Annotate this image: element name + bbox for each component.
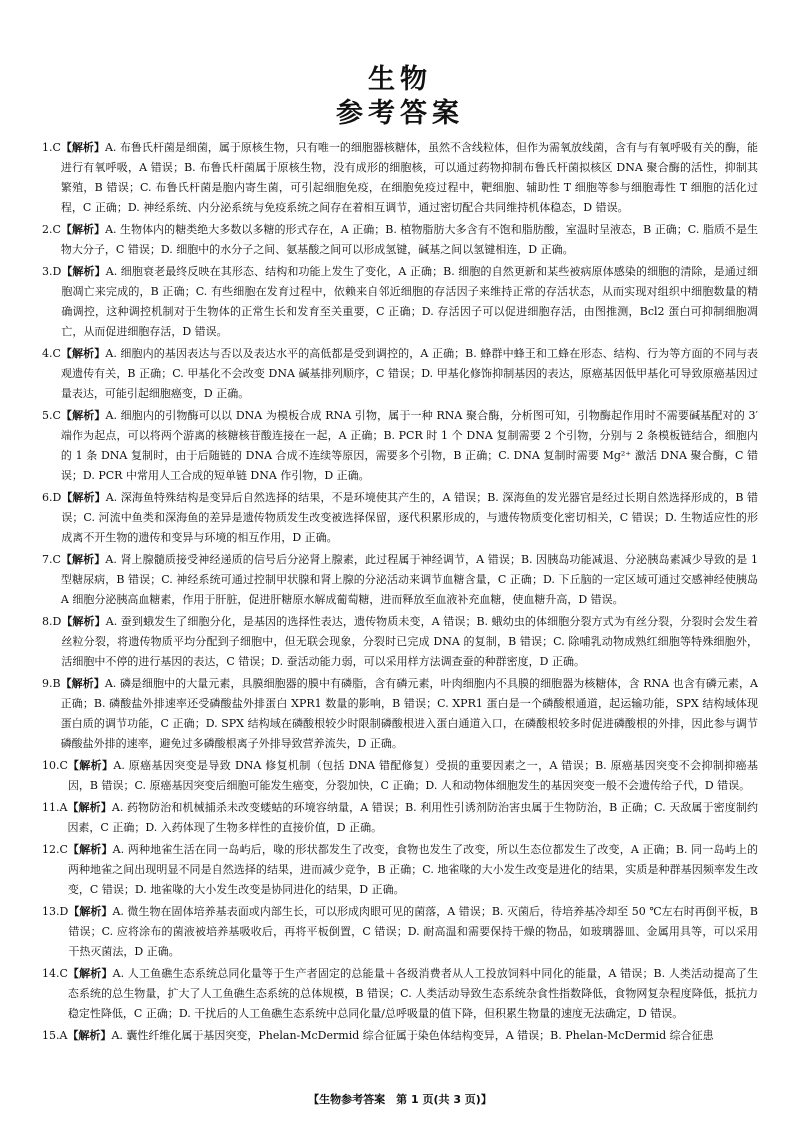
answer-item xyxy=(42,344,758,404)
answer-number: 10.C xyxy=(42,759,68,772)
analysis-text: A. 药物防治和机械捕杀未改变蝼蛄的环境容纳量，A 错误；B. 利用性引诱剂防治害虫属于生物防治，B 正确；C. 天敌属于密度制约因素，C 正确；D. 入药体现了生物多样性的直接价值，D 正确。 xyxy=(67,801,758,834)
answer-number: 5.C xyxy=(42,409,61,422)
analysis-tag: 【解析】 xyxy=(67,801,112,814)
analysis-text: A. 细胞内的基因表达与否以及表达水平的高低都是受到调控的，A 正确；B. 蜂群中蜂王和工蜂在形态、结构、行为等方面的不同与表观遗传有关，B 正确；C. 甲基化不会改变 DNA 碱基排列顺序，C 错误；D. 甲基化修饰抑制基因的表达，原癌基因低甲基化可导致原癌基因过量表达，可能引起细胞癌变，D 正确。 xyxy=(60,347,759,400)
answer-item xyxy=(42,550,758,610)
answer-number: 8.D xyxy=(42,615,62,628)
answer-number: 7.C xyxy=(42,553,61,566)
answer-number: 2.C xyxy=(42,223,61,236)
analysis-tag: 【解析】 xyxy=(68,905,113,918)
answer-text xyxy=(61,344,758,404)
analysis-text: A. 原癌基因突变是导致 DNA 修复机制（包括 DNA 错配修复）受损的重要因素之一，A 错误；B. 原癌基因突变不会抑制抑癌基因，B 错误；C. 原癌基因突变后细胞可能发生癌变，分裂加快，C 正确；D. 人和动物体细胞发生的基因突变一般不会遗传给子代，D 错误。 xyxy=(67,759,759,792)
analysis-tag: 【解析】 xyxy=(67,967,113,980)
answer-number: 11.A xyxy=(42,801,68,814)
answer-text xyxy=(68,756,758,796)
answer-text xyxy=(68,964,758,1024)
answer-number: 9.B xyxy=(42,677,61,690)
answer-number: 14.C xyxy=(42,967,68,980)
answer-number: 13.D xyxy=(42,905,69,918)
answer-number: 15.A xyxy=(42,1029,68,1042)
answer-text xyxy=(67,1026,758,1046)
answer-item xyxy=(42,674,758,754)
analysis-tag: 【解析】 xyxy=(60,347,106,360)
answer-number: 4.C xyxy=(42,347,61,360)
analysis-tag: 【解析】 xyxy=(61,265,106,278)
analysis-tag: 【解析】 xyxy=(67,843,113,856)
analysis-text: A. 细胞衰老最终反映在其形态、结构和功能上发生了变化，A 正确；B. 细胞的自然更新和某些被病原体感染的细胞的清除，是通过细胞凋亡来完成的，B 正确；C. 有些细胞在发育过程中，依赖来自邻近细胞的存活因子来维持正常的存活状态，从而实现对组织中细胞数量的精确调控，这种调控机制对于生物体的正常生长和发育至关重要，C 正确；D. 存活因子可以促进细胞存活，由图推测，Bcl2 蛋白可抑制细胞凋亡，从而促进细胞存活，D 错误。 xyxy=(61,265,759,338)
answer-text xyxy=(61,262,758,342)
answer-number: 3.D xyxy=(42,265,62,278)
answer-text xyxy=(61,550,758,610)
answer-text xyxy=(61,674,758,754)
analysis-text: A. 细胞内的引物酶可以以 DNA 为模板合成 RNA 引物，属于一种 RNA 聚合酶，分析图可知，引物酶起作用时不需要碱基配对的 3′端作为起点，可以将两个游离的核糖核苷酸连接在一起，A 正确；B. PCR 时 1 个 DNA 复制需要 2 个引物，分别与 2 条模板链结合，细胞内的 1 条 DNA 复制时，由于后随链的 DNA 合成不连续等原因，需要多个引物，B 正确；C. DNA 复制时需要 Mg²⁺ 激活 DNA 聚合酶，C 错误；D. PCR 中常用人工合成的短单链 DNA 作引物，D 正确。 xyxy=(60,409,759,482)
answer-text xyxy=(68,840,758,900)
answer-item xyxy=(42,756,758,796)
answer-number: 1.C xyxy=(42,141,61,154)
analysis-tag: 【解析】 xyxy=(61,491,106,504)
answer-text xyxy=(68,902,758,962)
analysis-text: A. 布鲁氏杆菌是细菌，属于原核生物，只有唯一的细胞器核糖体，虽然不含线粒体，但作为需氧放线菌，含有与有氧呼吸有关的酶，能进行有氧呼吸，A 错误；B. 布鲁氏杆菌属于原核生物，没有成形的细胞核，可以通过药物抑制布鲁氏杆菌拟核区 DNA 聚合酶的活性，抑制其繁殖，B 错误；C. 布鲁氏杆菌是胞内寄生菌，可引起细胞免疫，在细胞免疫过程中，靶细胞、辅助性 T 细胞等参与细胞毒性 T 细胞的活化过程，C 正确；D. 神经系统、内分泌系统与免疫系统之间存在着相互调节，通过密切配合共同维持机体稳态，D 错误。 xyxy=(60,141,759,214)
answer-text xyxy=(61,138,758,218)
answer-item xyxy=(42,1026,758,1046)
answer-item xyxy=(42,262,758,342)
analysis-text: A. 微生物在固体培养基表面或内部生长，可以形成肉眼可见的菌落，A 错误；B. 灭菌后，待培养基冷却至 50 ℃左右时再倒平板，B 错误；C. 应将涂布的菌液被培养基吸收后，再将平板倒置，C 错误；D. 耐高温和需要保持干燥的物品，如玻璃器皿、金属用具等，可以采用干热灭菌法，D 正确。 xyxy=(68,905,758,958)
answer-text xyxy=(61,406,758,486)
answer-item xyxy=(42,406,758,486)
analysis-text: A. 人工鱼礁生态系统总同化量等于生产者固定的总能量＋各级消费者从人工投放饲料中同化的能量，A 错误；B. 人类活动提高了生态系统的总生物量，扩大了人工鱼礁生态系统的总体规模，B 错误；C. 人类活动导致生态系统杂食性指数降低，食物网复杂程度降低，抵抗力稳定性降低，C 正确；D. 干扰后的人工鱼礁生态系统中总同化量/总呼吸量的值下降，但积累生物量的速度无法确定，D 错误。 xyxy=(67,967,759,1020)
analysis-text: A. 囊性纤维化属于基因突变，Phelan-McDermid 综合征属于染色体结构变异，A 错误；B. Phelan-McDermid 综合征患 xyxy=(111,1029,714,1042)
analysis-text: A. 肾上腺髓质接受神经递质的信号后分泌肾上腺素，此过程属于神经调节，A 错误；B. 因胰岛功能减退、分泌胰岛素减少导致的是 1 型糖尿病，B 错误；C. 神经系统可通过控制甲状腺和肾上腺的分泌活动来调节血糖含量，C 正确；D. 下丘脑的一定区域可通过交感神经使胰岛 A 细胞分泌胰高血糖素，作用于肝脏，促进肝糖原水解成葡萄糖，进而释放至血液补充血糖，使血糖升高，D 错误。 xyxy=(60,553,758,606)
analysis-text: A. 生物体内的糖类绝大多数以多糖的形式存在，A 正确；B. 植物脂肪大多含有不饱和脂肪酸，室温时呈液态，B 正确；C. 脂质不是生物大分子，C 错误；D. 细胞中的水分子之间、氨基酸之间可以形成氢键，碱基之间以氢键相连，D 正确。 xyxy=(60,223,758,256)
analysis-tag: 【解析】 xyxy=(60,409,106,422)
answer-text xyxy=(61,612,758,672)
answer-number: 12.C xyxy=(42,843,68,856)
answer-item xyxy=(42,612,758,672)
answer-item xyxy=(42,220,758,260)
answer-number: 6.D xyxy=(42,491,62,504)
analysis-tag: 【解析】 xyxy=(61,615,106,628)
page-title: 生物 xyxy=(368,64,432,95)
answer-text xyxy=(61,488,758,548)
answer-item xyxy=(42,964,758,1024)
answer-item xyxy=(42,138,758,218)
analysis-text: A. 蚕到蛾发生了细胞分化，是基因的选择性表达，遗传物质未变，A 错误；B. 蛾幼虫的体细胞分裂方式为有丝分裂，分裂时会发生着丝粒分裂，将遗传物质平均分配到子细胞中，但无联会现象，分裂时已完成 DNA 的复制，B 错误；C. 除哺乳动物成熟红细胞等特殊细胞外，活细胞中不停的进行基因的表达，C 错误；D. 蚕活动能力弱，可以采用样方法调查蚕的种群密度，D 正确。 xyxy=(61,615,759,668)
answer-item xyxy=(42,798,758,838)
analysis-text: A. 磷是细胞中的大量元素，具膜细胞器的膜中有磷脂，含有磷元素，叶肉细胞内不具膜的细胞器为核糖体，含 RNA 也含有磷元素，A 正确；B. 磷酸盐外排速率还受磷酸盐外排蛋白 XPR1 数量的影响，B 错误；C. XPR1 蛋白是一个磷酸根通道，起运输功能，SPX 结构域体现蛋白质的调节功能，C 正确；D. SPX 结构域在磷酸根较少时限制磷酸根进入蛋白通道入口，在磷酸根较多时促进磷酸根的外排，因此参与调节磷酸盐外排的速率，避免过多磷酸根离子外排导致营养流失，D 正确。 xyxy=(60,677,758,750)
answer-item xyxy=(42,902,758,962)
analysis-text: A. 两种地雀生活在同一岛屿后，喙的形状都发生了改变，食物也发生了改变，所以生态位都发生了改变，A 正确；B. 同一岛屿上的两种地雀之间出现明显不同是自然选择的结果，进而减少竞争，B 正确；C. 地雀喙的大小发生改变是进化的结果，实质是种群基因频率发生改变，C 错误；D. 地雀喙的大小发生改变是协同进化的结果，D 正确。 xyxy=(67,843,759,896)
answer-text xyxy=(67,798,758,838)
page-footer: 【生物参考答案 第 1 页(共 3 页)】 xyxy=(308,1093,492,1106)
page-subtitle: 参考答案 xyxy=(336,98,464,129)
analysis-tag: 【解析】 xyxy=(67,1029,112,1042)
answer-list xyxy=(42,138,758,1048)
answer-item xyxy=(42,488,758,548)
analysis-tag: 【解析】 xyxy=(60,141,105,154)
analysis-tag: 【解析】 xyxy=(67,759,114,772)
analysis-tag: 【解析】 xyxy=(60,223,106,236)
analysis-tag: 【解析】 xyxy=(60,677,105,690)
analysis-text: A. 深海鱼特殊结构是变异后自然选择的结果，不是环境使其产生的，A 错误；B. 深海鱼的发光器官是经过长期自然选择形成的，B 错误；C. 河流中鱼类和深海鱼的差异是遗传物质发生改变被选择保留，逐代积累形成的，与遗传物质变化密切相关，C 错误；D. 生物适应性的形成离不开生物的遗传和变异与环境的相互作用，D 正确。 xyxy=(61,491,759,544)
answer-item xyxy=(42,840,758,900)
answer-text xyxy=(61,220,758,260)
analysis-tag: 【解析】 xyxy=(60,553,106,566)
